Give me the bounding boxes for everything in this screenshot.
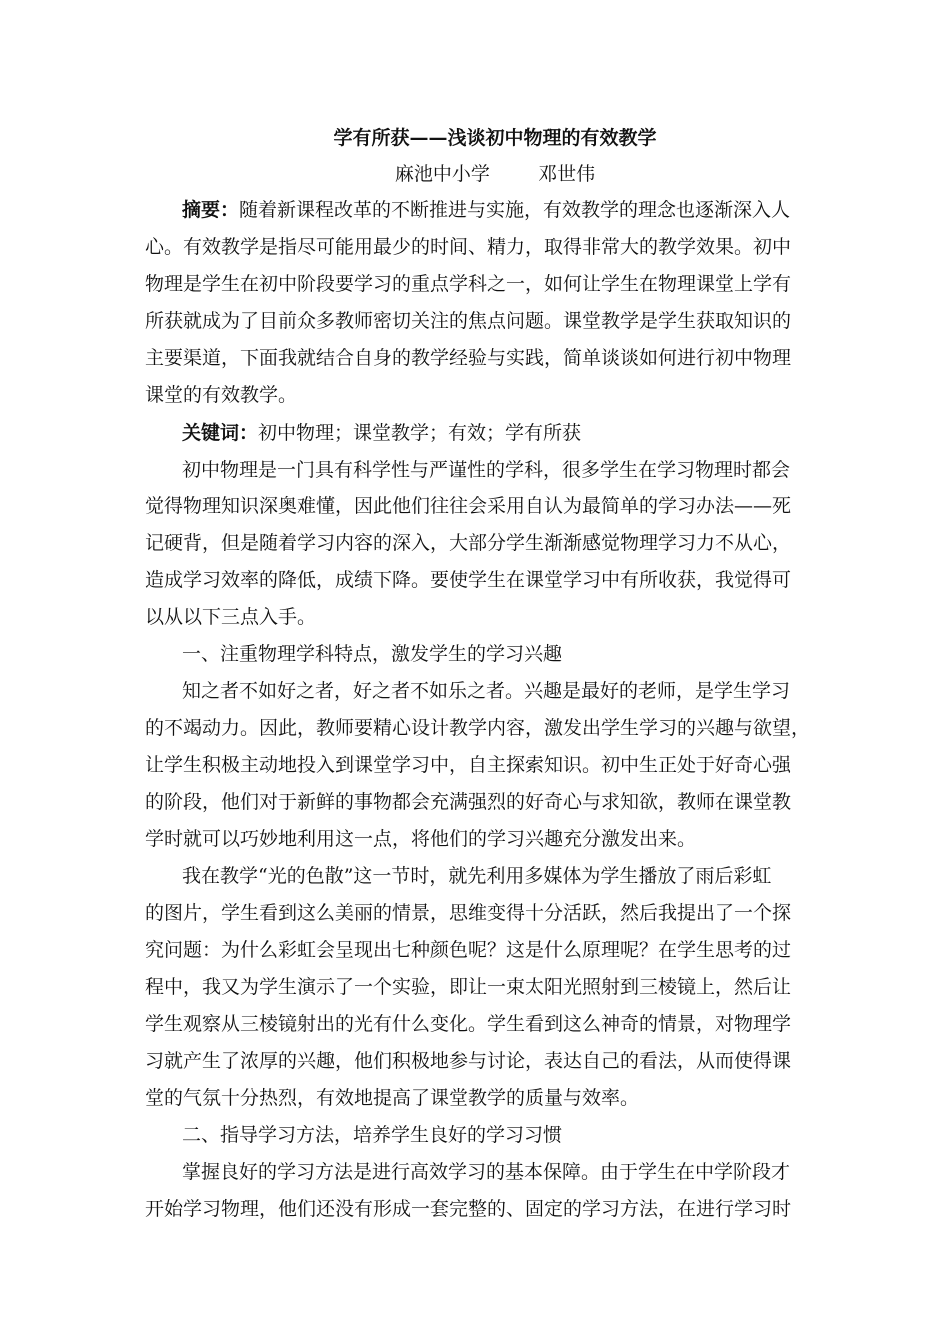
abstract-line-3: 物理是学生在初中阶段要学习的重点学科之一，如何让学生在物理课堂上学有 (145, 273, 792, 295)
section-1-para-2-line-7: 堂的气氛十分热烈，有效地提高了课堂教学的质量与效率。 (145, 1087, 640, 1109)
keywords-line (182, 418, 581, 448)
section-1-para-2-line-1: 我在教学“光的色散”这一节时，就先利用多媒体为学生播放了雨后彩虹 (182, 865, 772, 887)
abstract-line-1 (182, 195, 790, 225)
section-1-para-2-line-5: 学生观察从三棱镜射出的光有什么变化。学生看到这么神奇的情景，对物理学 (145, 1013, 792, 1035)
abstract-label: 摘要： (182, 199, 240, 221)
section-2-heading: 二、指导学习方法，培养学生良好的学习习惯 (182, 1124, 563, 1146)
keywords-label: 关键词： (182, 422, 259, 444)
section-1-para-2-line-3: 究问题：为什么彩虹会呈现出七种颜色呢？这是什么原理呢？在学生思考的过 (145, 939, 792, 961)
keywords-text: 初中物理；课堂教学；有效；学有所获 (258, 422, 582, 444)
intro-line-5: 以从以下三点入手。 (145, 606, 317, 628)
section-1-para-1-line-4: 的阶段，他们对于新鲜的事物都会充满强烈的好奇心与求知欲，教师在课堂教 (145, 791, 792, 813)
author-line: 麻池中小学 邓世伟 (394, 163, 596, 185)
intro-line-1: 初中物理是一门具有科学性与严谨性的学科，很多学生在学习物理时都会 (182, 459, 791, 481)
section-1-para-1-line-3: 让学生积极主动地投入到课堂学习中，自主探索知识。初中生正处于好奇心强 (145, 754, 792, 776)
section-2-para-1-line-1: 掌握良好的学习方法是进行高效学习的基本保障。由于学生在中学阶段才 (182, 1161, 791, 1183)
section-2-para-1-line-2: 开始学习物理，他们还没有形成一套完整的、固定的学习方法，在进行学习时 (145, 1198, 792, 1220)
abstract-line-4: 所获就成为了目前众多教师密切关注的焦点问题。课堂教学是学生获取知识的 (145, 310, 792, 332)
section-1-heading: 一、注重物理学科特点，激发学生的学习兴趣 (182, 643, 563, 665)
abstract-line-6: 课堂的有效教学。 (145, 384, 298, 406)
section-1-para-2-line-4: 程中，我又为学生演示了一个实验，即让一束太阳光照射到三棱镜上，然后让 (145, 976, 792, 998)
abstract-text: 随着新课程改革的不断推进与实施，有效教学的理念也逐渐深入人 (239, 199, 791, 221)
section-1-para-2-line-6: 习就产生了浓厚的兴趣，他们积极地参与讨论，表达自己的看法，从而使得课 (145, 1050, 792, 1072)
section-1-para-1-line-2: 的不竭动力。因此，教师要精心设计教学内容，激发出学生学习的兴趣与欲望， (145, 717, 811, 739)
document-title: 学有所获——浅谈初中物理的有效教学 (333, 127, 657, 149)
section-1-para-1-line-5: 学时就可以巧妙地利用这一点，将他们的学习兴趣充分激发出来。 (145, 828, 697, 850)
section-1-para-2-line-2: 的图片，学生看到这么美丽的情景，思维变得十分活跃，然后我提出了一个探 (145, 902, 792, 924)
intro-line-4: 造成学习效率的降低，成绩下降。要使学生在课堂学习中有所收获，我觉得可 (145, 569, 792, 591)
section-1-para-1-line-1: 知之者不如好之者，好之者不如乐之者。兴趣是最好的老师，是学生学习 (182, 680, 791, 702)
abstract-line-5: 主要渠道，下面我就结合自身的教学经验与实践，简单谈谈如何进行初中物理 (145, 347, 792, 369)
abstract-line-2: 心。有效教学是指尽可能用最少的时间、精力，取得非常大的教学效果。初中 (145, 236, 792, 258)
intro-line-3: 记硬背，但是随着学习内容的深入，大部分学生渐渐感觉物理学习力不从心， (145, 532, 792, 554)
intro-line-2: 觉得物理知识深奥难懂，因此他们往往会采用自认为最简单的学习办法——死 (145, 495, 792, 517)
